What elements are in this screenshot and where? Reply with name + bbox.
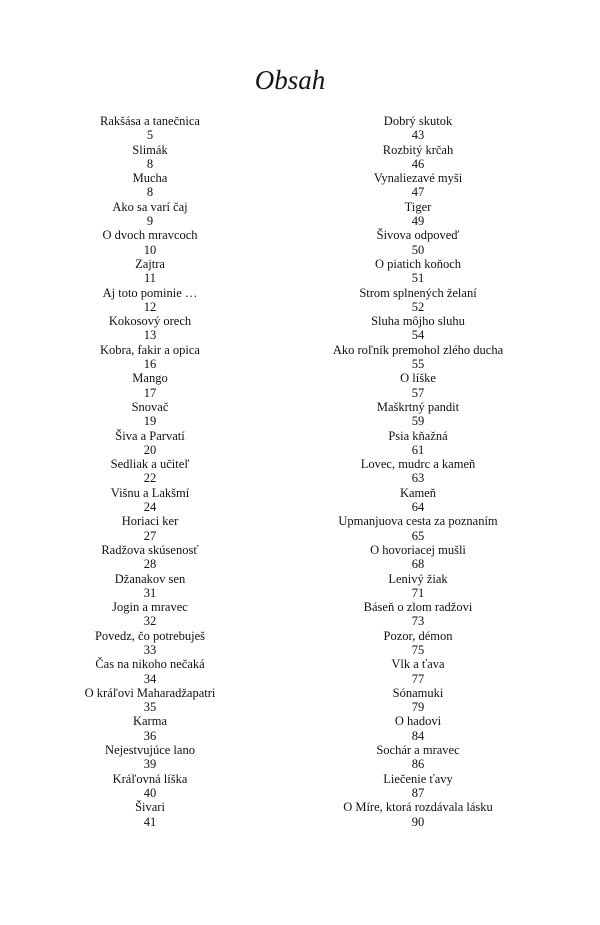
toc-entry-page-number: 35	[143, 700, 157, 715]
toc-entry	[318, 371, 518, 400]
toc-entry	[318, 657, 518, 686]
toc-entry-title: Šivova odpoveď	[376, 228, 460, 243]
toc-entry	[318, 772, 518, 801]
toc-entry-page-number: 27	[143, 528, 157, 543]
toc-entry	[60, 400, 240, 429]
toc-entry	[318, 257, 518, 286]
toc-entry-title: O hadovi	[394, 714, 442, 729]
toc-entry	[318, 343, 518, 372]
toc-entry-page-number: 90	[411, 814, 425, 829]
toc-entry-title: Psia kňažná	[388, 428, 448, 443]
toc-entry-page-number: 24	[143, 500, 157, 515]
toc-entry-page-number: 11	[143, 271, 157, 286]
toc-entry-title: Kameň	[399, 485, 437, 500]
toc-entry-title: Kokosový orech	[108, 314, 192, 329]
toc-entry-title: O piatich koňoch	[374, 256, 462, 271]
toc-entry-page-number: 13	[143, 328, 157, 343]
toc-entry	[60, 772, 240, 801]
toc-entry	[60, 514, 240, 543]
toc-entry-page-number: 8	[146, 156, 154, 171]
toc-entry	[60, 486, 240, 515]
toc-entry	[60, 286, 240, 315]
toc-entry-title: Sluha môjho sluhu	[371, 314, 465, 329]
toc-entry-title: Liečenie ťavy	[383, 771, 453, 786]
toc-entry	[318, 572, 518, 601]
toc-entry	[60, 343, 240, 372]
toc-entry	[60, 371, 240, 400]
toc-entry-title: O Míre, ktorá rozdávala lásku	[343, 800, 493, 815]
toc-entry	[318, 514, 518, 543]
toc-entry-page-number: 54	[411, 328, 425, 343]
toc-entry-page-number: 10	[143, 242, 157, 257]
toc-entry-page-number: 71	[411, 585, 425, 600]
toc-entry-page-number: 36	[143, 728, 157, 743]
toc-entry	[60, 572, 240, 601]
toc-entry-page-number: 9	[146, 214, 154, 229]
toc-left-column	[60, 114, 240, 829]
toc-entry-page-number: 43	[411, 128, 425, 143]
toc-entry	[318, 714, 518, 743]
toc-entry-title: Strom splnených želaní	[359, 285, 477, 300]
toc-entry-title: Šivari	[135, 800, 165, 815]
toc-entry-page-number: 28	[143, 557, 157, 572]
toc-entry-page-number: 51	[411, 271, 425, 286]
toc-entry	[60, 114, 240, 143]
toc-entry	[60, 457, 240, 486]
toc-entry	[60, 171, 240, 200]
toc-entry-title: Báseň o zlom radžovi	[363, 600, 473, 615]
toc-entry-title: Vlk a ťava	[391, 657, 445, 672]
toc-entry-page-number: 8	[146, 185, 154, 200]
toc-entry-title: Višnu a Lakšmí	[110, 485, 190, 500]
toc-entry-title: Kráľovná líška	[112, 771, 188, 786]
toc-entry-title: Rakšása a tanečnica	[100, 114, 200, 128]
toc-entry-page-number: 17	[143, 385, 157, 400]
toc-entry-page-number: 50	[411, 242, 425, 257]
toc-entry	[318, 143, 518, 172]
toc-entry-title: Tiger	[404, 199, 432, 214]
toc-right-column	[318, 114, 518, 829]
toc-entry-title: Zajtra	[135, 256, 165, 271]
toc-entry	[318, 171, 518, 200]
toc-entry-title: Ako roľník premohol zlého ducha	[332, 342, 504, 357]
toc-entry-title: Maškrtný pandit	[376, 399, 460, 414]
toc-entry	[318, 228, 518, 257]
toc-entry-page-number: 40	[143, 785, 157, 800]
toc-entry	[318, 314, 518, 343]
toc-entry	[318, 629, 518, 658]
toc-entry-page-number: 59	[411, 414, 425, 429]
toc-entry	[60, 600, 240, 629]
toc-entry-title: Slimák	[132, 142, 168, 157]
toc-entry	[60, 143, 240, 172]
toc-entry	[60, 714, 240, 743]
toc-entry	[60, 314, 240, 343]
toc-entry-title: O líške	[400, 371, 436, 386]
toc-entry-page-number: 73	[411, 614, 425, 629]
toc-entry-page-number: 64	[411, 500, 425, 515]
toc-entry	[60, 543, 240, 572]
toc-entry-title: Upmanjuova cesta za poznaním	[338, 514, 498, 529]
toc-entry-title: Sónamuki	[392, 685, 444, 700]
toc-entry	[318, 600, 518, 629]
toc-entry-title: O hovoriacej mušli	[370, 542, 466, 557]
toc-entry-page-number: 34	[143, 671, 157, 686]
toc-entry	[60, 743, 240, 772]
toc-entry-title: Snovač	[131, 399, 169, 414]
toc-entry-title: Šiva a Parvatí	[115, 428, 185, 443]
toc-entry	[60, 429, 240, 458]
toc-entry-title: Radžova skúsenosť	[101, 542, 199, 557]
toc-entry-page-number: 39	[143, 757, 157, 772]
toc-entry-page-number: 57	[411, 385, 425, 400]
toc-entry-page-number: 12	[143, 299, 157, 314]
toc-entry	[60, 257, 240, 286]
toc-entry	[60, 200, 240, 229]
toc-entry-title: Mango	[132, 371, 168, 386]
toc-entry-title: Horiaci ker	[121, 514, 179, 529]
toc-entry	[60, 228, 240, 257]
toc-entry-page-number: 65	[411, 528, 425, 543]
toc-entry-page-number: 31	[143, 585, 157, 600]
toc-entry-page-number: 5	[146, 128, 154, 143]
toc-entry-title: Čas na nikoho nečaká	[95, 657, 205, 672]
toc-entry	[60, 800, 240, 829]
toc-entry-title: Lenivý žiak	[388, 571, 448, 586]
toc-entry	[318, 200, 518, 229]
toc-entry	[318, 114, 518, 143]
toc-entry-page-number: 77	[411, 671, 425, 686]
toc-entry-page-number: 47	[411, 185, 425, 200]
toc-entry-title: Nejestvujúce lano	[105, 743, 195, 758]
toc-entry	[318, 743, 518, 772]
toc-entry	[318, 486, 518, 515]
toc-entry	[318, 286, 518, 315]
toc-entry	[318, 457, 518, 486]
toc-entry-title: Pozor, démon	[383, 628, 453, 643]
toc-entry	[60, 657, 240, 686]
toc-entry-title: Karma	[132, 714, 167, 729]
toc-entry-title: Vynaliezavé myši	[373, 171, 463, 186]
toc-entry	[60, 629, 240, 658]
toc-entry-title: O kráľovi Maharadžapatri	[84, 685, 216, 700]
toc-entry-page-number: 79	[411, 700, 425, 715]
toc-entry-title: Dobrý skutok	[383, 114, 453, 128]
toc-entry-page-number: 52	[411, 299, 425, 314]
toc-entry-title: Sochár a mravec	[376, 743, 460, 758]
toc-entry-page-number: 16	[143, 357, 157, 372]
toc-entry	[318, 400, 518, 429]
toc-entry-page-number: 22	[143, 471, 157, 486]
toc-entry-title: Džanakov sen	[114, 571, 186, 586]
toc-entry-page-number: 61	[411, 442, 425, 457]
toc-entry-title: Mucha	[132, 171, 168, 186]
toc-entry-page-number: 63	[411, 471, 425, 486]
toc-entry-page-number: 49	[411, 214, 425, 229]
toc-entry-page-number: 33	[143, 642, 157, 657]
toc-entry	[60, 686, 240, 715]
toc-entry-page-number: 55	[411, 357, 425, 372]
toc-entry	[318, 429, 518, 458]
toc-entry-page-number: 84	[411, 728, 425, 743]
toc-entry-title: Sedliak a učiteľ	[110, 457, 190, 472]
toc-entry-title: Aj toto pominie …	[102, 285, 198, 300]
toc-entry-title: O dvoch mravcoch	[102, 228, 198, 243]
toc-entry-page-number: 20	[143, 442, 157, 457]
toc-entry-title: Kobra, fakir a opica	[100, 342, 200, 357]
toc-entry	[318, 543, 518, 572]
toc-entry-page-number: 19	[143, 414, 157, 429]
toc-entry-title: Ako sa varí čaj	[112, 199, 188, 214]
toc-entry	[318, 800, 518, 829]
toc-entry-page-number: 32	[143, 614, 157, 629]
toc-entry	[318, 686, 518, 715]
toc-entry-title: Lovec, mudrc a kameň	[360, 457, 476, 472]
toc-entry-title: Rozbitý krčah	[382, 142, 454, 157]
toc-entry-title: Povedz, čo potrebuješ	[94, 628, 206, 643]
toc-entry-page-number: 46	[411, 156, 425, 171]
page-title: Obsah	[254, 65, 326, 95]
toc-entry-page-number: 86	[411, 757, 425, 772]
toc-entry-page-number: 75	[411, 642, 425, 657]
toc-entry-page-number: 68	[411, 557, 425, 572]
toc-entry-title: Jogin a mravec	[112, 600, 188, 615]
toc-entry-page-number: 41	[143, 814, 157, 829]
toc-entry-page-number: 87	[411, 785, 425, 800]
